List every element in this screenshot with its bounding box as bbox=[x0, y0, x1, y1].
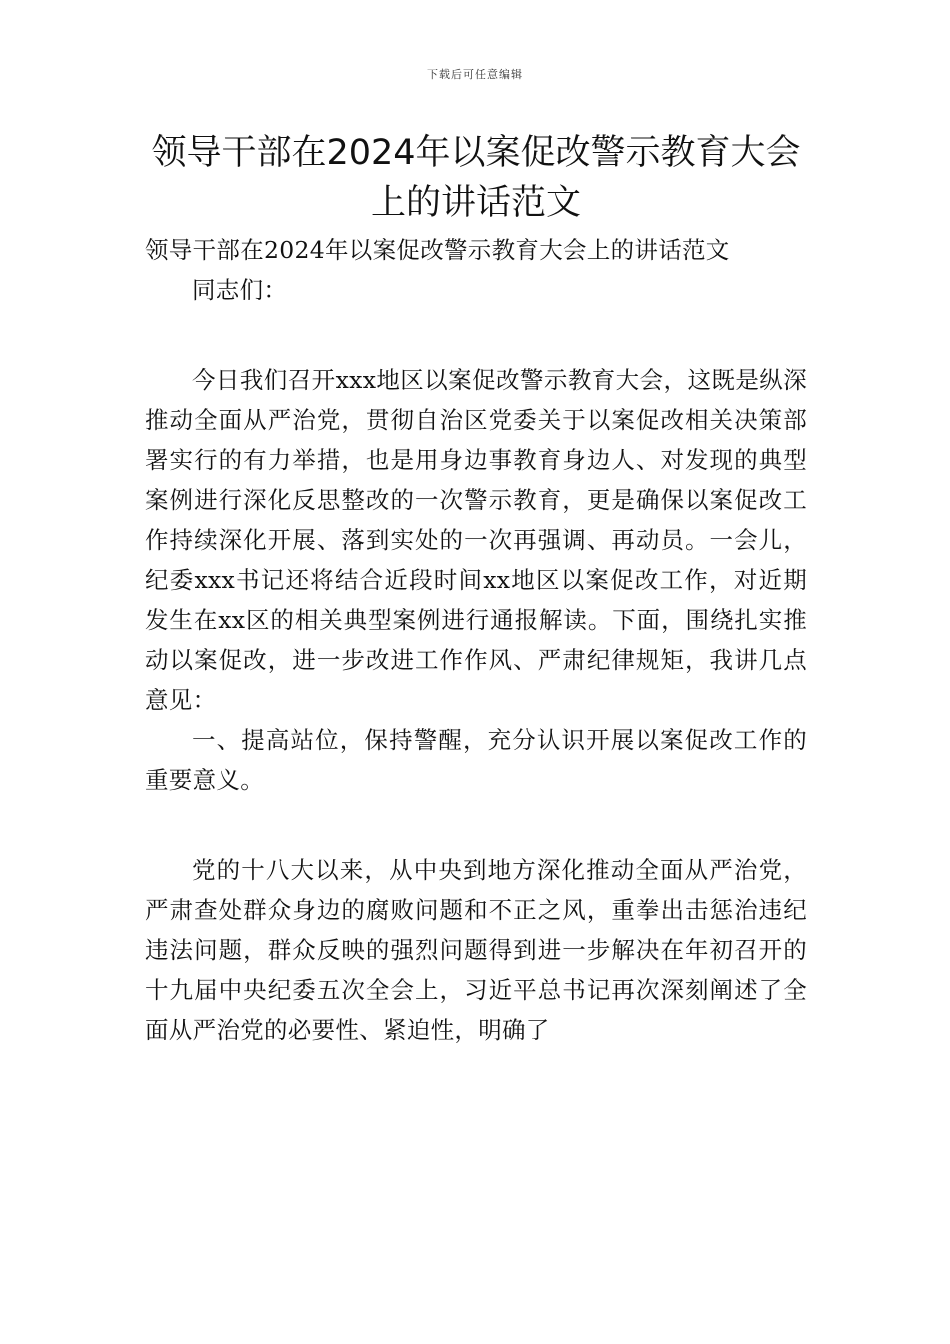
document-body bbox=[145, 230, 807, 1050]
header-note: 下载后可任意编辑 bbox=[427, 68, 523, 81]
section-heading-1: 一、提高站位，保持警醒，充分认识开展以案促改工作的重要意义。 bbox=[145, 726, 807, 794]
document-title: 领导干部在2024年以案促改警示教育大会上的讲话范文 bbox=[151, 133, 801, 223]
paragraph-2: 党的十八大以来，从中央到地方深化推动全面从严治党，严肃查处群众身边的腐败问题和不正之风，重拳出击惩治违纪违法问题，群众反映的强烈问题得到进一步解决在年初召开的十九届中央纪委五次全会上，习近平总书记再次深刻阐述了全面从严治党的必要性、紧迫性，明确了 bbox=[145, 856, 807, 1044]
document-subtitle: 领导干部在2024年以案促改警示教育大会上的讲话范文 bbox=[145, 236, 730, 264]
salutation: 同志们： bbox=[192, 276, 288, 304]
paragraph-1: 今日我们召开xxx地区以案促改警示教育大会，这既是纵深推动全面从严治党，贯彻自治区党委关于以案促改相关决策部署实行的有力举措，也是用身边事教育身边人、对发现的典型案例进行深化反思整改的一次警示教育，更是确保以案促改工作持续深化开展、落到实处的一次再强调、再动员。一会儿，纪委xxx书记还将结合近段时间xx地区以案促改工作，对近期发生在xx区的相关典型案例进行通报解读。下面，围绕扎实推动以案促改，进一步改进工作作风、严肃纪律规矩，我讲几点意见： bbox=[145, 366, 807, 714]
